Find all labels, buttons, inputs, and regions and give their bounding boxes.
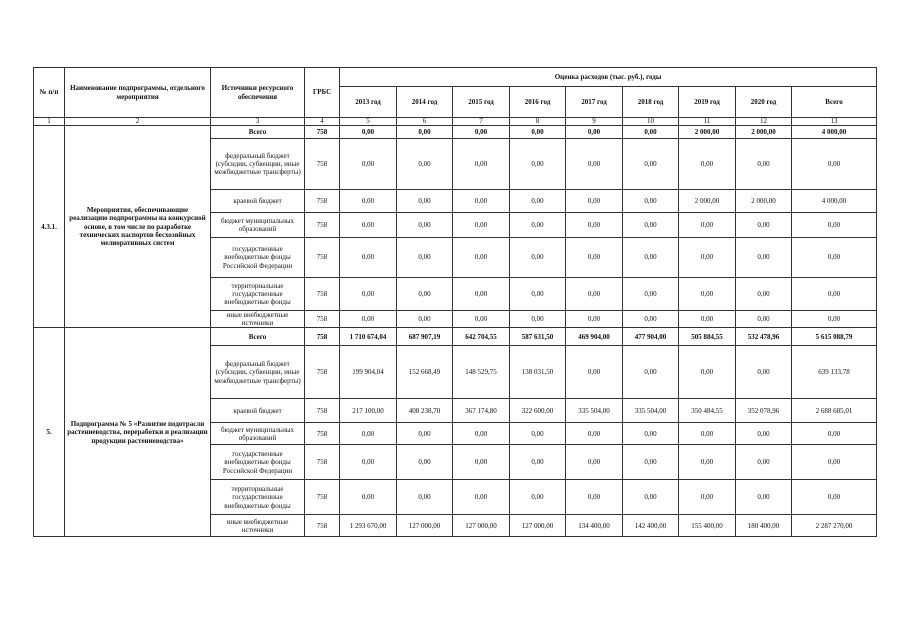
header-year: 2014 год (397, 87, 453, 118)
year-value: 0,00 (397, 126, 453, 139)
year-value: 0,00 (623, 139, 679, 190)
year-value: 217 100,00 (340, 399, 397, 423)
funding-source: краевой бюджет (211, 399, 305, 423)
year-value: 0,00 (623, 213, 679, 238)
year-value: 0,00 (679, 238, 736, 278)
year-value: 0,00 (397, 213, 453, 238)
year-value: 0,00 (510, 423, 566, 445)
year-value: 0,00 (679, 278, 736, 311)
year-value: 0,00 (736, 238, 792, 278)
year-value: 0,00 (623, 480, 679, 515)
year-value: 0,00 (566, 480, 623, 515)
measure-name: Мероприятия, обеспечивающие реализацию подпрограммы на конкурсной основе, в том числе по разработке технических паспортов бесхозяйных мелиоративных систем (65, 126, 211, 328)
year-value: 152 668,49 (397, 346, 453, 399)
year-value: 532 478,96 (736, 328, 792, 346)
year-value: 0,00 (736, 139, 792, 190)
year-value: 0,00 (623, 423, 679, 445)
total-value: 4 000,00 (792, 190, 877, 213)
year-value: 0,00 (679, 139, 736, 190)
grbs-code: 758 (305, 515, 340, 537)
grbs-code: 758 (305, 423, 340, 445)
year-value: 335 504,00 (566, 399, 623, 423)
year-value: 0,00 (453, 190, 510, 213)
total-value: 0,00 (792, 278, 877, 311)
year-value: 0,00 (566, 213, 623, 238)
year-value: 2 000,00 (736, 126, 792, 139)
grbs-code: 758 (305, 126, 340, 139)
year-value: 0,00 (566, 311, 623, 328)
header-year: 2019 год (679, 87, 736, 118)
total-value: 0,00 (792, 139, 877, 190)
header-grbs: ГРБС (305, 68, 340, 118)
grbs-code: 758 (305, 328, 340, 346)
header-year: 2013 год (340, 87, 397, 118)
year-value: 0,00 (566, 139, 623, 190)
year-value: 0,00 (453, 311, 510, 328)
year-value: 0,00 (623, 311, 679, 328)
column-index: 13 (792, 118, 877, 126)
year-value: 0,00 (340, 238, 397, 278)
year-value: 0,00 (736, 480, 792, 515)
funding-source: государственные внебюджетные фонды Российской Федерации (211, 238, 305, 278)
year-value: 0,00 (679, 213, 736, 238)
column-index: 11 (679, 118, 736, 126)
column-index: 8 (510, 118, 566, 126)
total-value: 0,00 (792, 238, 877, 278)
total-value: 2 688 685,01 (792, 399, 877, 423)
year-value: 142 400,00 (623, 515, 679, 537)
year-value: 0,00 (736, 423, 792, 445)
year-value: 0,00 (510, 139, 566, 190)
year-value: 0,00 (510, 126, 566, 139)
year-value: 0,00 (566, 126, 623, 139)
year-value: 0,00 (397, 311, 453, 328)
column-index: 5 (340, 118, 397, 126)
grbs-code: 758 (305, 139, 340, 190)
year-value: 180 400,00 (736, 515, 792, 537)
funding-source: территориальные государственные внебюджетные фонды (211, 480, 305, 515)
year-value: 335 504,00 (623, 399, 679, 423)
funding-source: краевой бюджет (211, 190, 305, 213)
measure-name: Подпрограмма № 5 «Развитие подотрасли растениеводства, переработки и реализации продукции растениеводства» (65, 328, 211, 537)
year-value: 148 529,75 (453, 346, 510, 399)
year-value: 0,00 (397, 190, 453, 213)
year-value: 0,00 (566, 190, 623, 213)
funding-source: Всего (211, 126, 305, 139)
header-year: 2018 год (623, 87, 679, 118)
year-value: 0,00 (566, 445, 623, 480)
year-value: 0,00 (340, 126, 397, 139)
column-index: 7 (453, 118, 510, 126)
total-value: 0,00 (792, 311, 877, 328)
year-value: 127 000,00 (453, 515, 510, 537)
grbs-code: 758 (305, 346, 340, 399)
year-value: 408 238,70 (397, 399, 453, 423)
budget-table (33, 67, 877, 537)
column-index: 6 (397, 118, 453, 126)
year-value: 469 904,00 (566, 328, 623, 346)
grbs-code: 758 (305, 278, 340, 311)
header-name: Наименование подпрограммы, отдельного мероприятия (65, 68, 211, 118)
header-estimate: Оценка расходов (тыс. руб.), годы (340, 68, 877, 87)
row-number: 4.3.1. (34, 126, 65, 328)
funding-source: федеральный бюджет (субсидии, субвенции, иные межбюджетные трансферты) (211, 346, 305, 399)
year-value: 134 400,00 (566, 515, 623, 537)
year-value: 0,00 (340, 423, 397, 445)
year-value: 477 904,00 (623, 328, 679, 346)
year-value: 0,00 (453, 238, 510, 278)
year-value: 199 904,04 (340, 346, 397, 399)
year-value: 322 600,00 (510, 399, 566, 423)
total-value: 2 287 270,00 (792, 515, 877, 537)
year-value: 0,00 (566, 346, 623, 399)
year-value: 642 704,55 (453, 328, 510, 346)
year-value: 352 078,96 (736, 399, 792, 423)
column-index: 3 (211, 118, 305, 126)
year-value: 0,00 (340, 311, 397, 328)
year-value: 367 174,80 (453, 399, 510, 423)
total-value: 4 000,00 (792, 126, 877, 139)
year-value: 350 484,55 (679, 399, 736, 423)
funding-source: государственные внебюджетные фонды Российской Федерации (211, 445, 305, 480)
year-value: 0,00 (679, 445, 736, 480)
year-value: 0,00 (736, 311, 792, 328)
total-value: 0,00 (792, 480, 877, 515)
year-value: 587 631,50 (510, 328, 566, 346)
total-value: 0,00 (792, 445, 877, 480)
year-value: 0,00 (453, 278, 510, 311)
grbs-code: 758 (305, 480, 340, 515)
header-year: 2016 год (510, 87, 566, 118)
column-index: 1 (34, 118, 65, 126)
year-value: 0,00 (679, 311, 736, 328)
year-value: 0,00 (510, 238, 566, 278)
year-value: 0,00 (340, 139, 397, 190)
year-value: 0,00 (510, 445, 566, 480)
funding-source: бюджет муниципальных образований (211, 213, 305, 238)
year-value: 505 884,55 (679, 328, 736, 346)
year-value: 0,00 (623, 445, 679, 480)
header-year: 2015 год (453, 87, 510, 118)
grbs-code: 758 (305, 311, 340, 328)
year-value: 0,00 (340, 480, 397, 515)
year-value: 687 907,19 (397, 328, 453, 346)
funding-source: территориальные государственные внебюджетные фонды (211, 278, 305, 311)
column-index: 10 (623, 118, 679, 126)
grbs-code: 758 (305, 190, 340, 213)
row-number: 5. (34, 328, 65, 537)
table-row (34, 328, 877, 346)
year-value: 0,00 (510, 278, 566, 311)
year-value: 0,00 (679, 480, 736, 515)
year-value: 0,00 (679, 423, 736, 445)
grbs-code: 758 (305, 445, 340, 480)
funding-source: иные внебюджетные источники (211, 515, 305, 537)
total-value: 5 615 088,79 (792, 328, 877, 346)
header-no: № п/п (34, 68, 65, 118)
year-value: 1 710 674,04 (340, 328, 397, 346)
header-year: 2017 год (566, 87, 623, 118)
year-value: 0,00 (453, 480, 510, 515)
year-value: 0,00 (510, 213, 566, 238)
total-value: 0,00 (792, 423, 877, 445)
year-value: 138 031,50 (510, 346, 566, 399)
year-value: 0,00 (736, 445, 792, 480)
year-value: 0,00 (397, 445, 453, 480)
year-value: 0,00 (397, 238, 453, 278)
year-value: 0,00 (623, 190, 679, 213)
funding-source: иные внебюджетные источники (211, 311, 305, 328)
grbs-code: 758 (305, 238, 340, 278)
year-value: 0,00 (453, 423, 510, 445)
total-value: 639 133,78 (792, 346, 877, 399)
table-row (34, 126, 877, 139)
year-value: 0,00 (397, 423, 453, 445)
year-value: 0,00 (510, 480, 566, 515)
funding-source: Всего (211, 328, 305, 346)
year-value: 0,00 (397, 278, 453, 311)
year-value: 127 000,00 (397, 515, 453, 537)
year-value: 0,00 (736, 278, 792, 311)
year-value: 0,00 (453, 445, 510, 480)
year-value: 0,00 (340, 278, 397, 311)
year-value: 155 400,00 (679, 515, 736, 537)
total-value: 0,00 (792, 213, 877, 238)
year-value: 0,00 (510, 190, 566, 213)
funding-source: федеральный бюджет (субсидии, субвенции, иные межбюджетные трансферты) (211, 139, 305, 190)
header-year: Всего (792, 87, 877, 118)
year-value: 0,00 (679, 346, 736, 399)
year-value: 0,00 (566, 238, 623, 278)
funding-source: бюджет муниципальных образований (211, 423, 305, 445)
grbs-code: 758 (305, 399, 340, 423)
column-index: 2 (65, 118, 211, 126)
year-value: 1 293 670,00 (340, 515, 397, 537)
year-value: 0,00 (510, 311, 566, 328)
header-source: Источники ресурсного обеспечения (211, 68, 305, 118)
year-value: 0,00 (623, 346, 679, 399)
year-value: 0,00 (623, 126, 679, 139)
year-value: 0,00 (397, 480, 453, 515)
header-year: 2020 год (736, 87, 792, 118)
year-value: 0,00 (340, 213, 397, 238)
year-value: 127 000,00 (510, 515, 566, 537)
year-value: 0,00 (623, 278, 679, 311)
year-value: 2 000,00 (679, 126, 736, 139)
year-value: 0,00 (453, 213, 510, 238)
year-value: 0,00 (736, 213, 792, 238)
year-value: 0,00 (736, 346, 792, 399)
year-value: 0,00 (566, 278, 623, 311)
year-value: 0,00 (397, 139, 453, 190)
year-value: 0,00 (340, 190, 397, 213)
year-value: 0,00 (453, 139, 510, 190)
column-index: 12 (736, 118, 792, 126)
year-value: 2 000,00 (736, 190, 792, 213)
year-value: 0,00 (453, 126, 510, 139)
column-index: 9 (566, 118, 623, 126)
year-value: 2 000,00 (679, 190, 736, 213)
year-value: 0,00 (623, 238, 679, 278)
year-value: 0,00 (340, 445, 397, 480)
grbs-code: 758 (305, 213, 340, 238)
year-value: 0,00 (566, 423, 623, 445)
column-index: 4 (305, 118, 340, 126)
